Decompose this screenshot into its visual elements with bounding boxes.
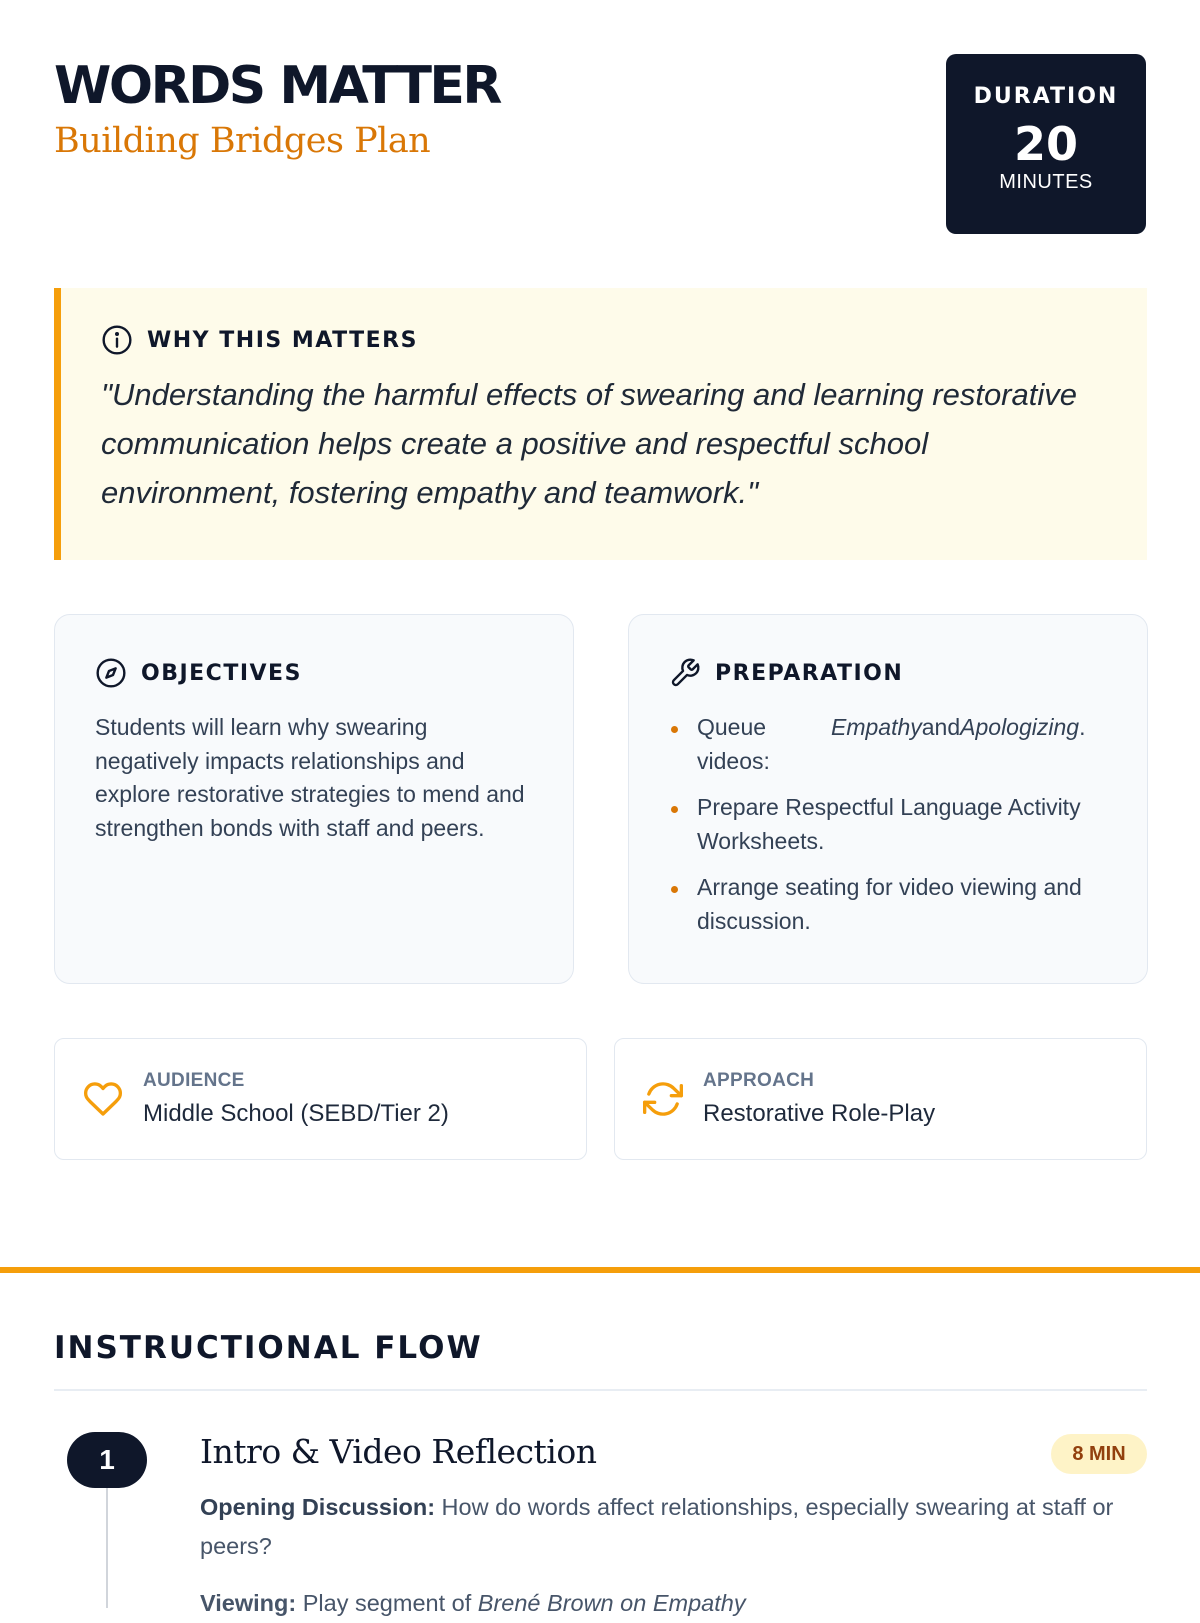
section-divider: [0, 1267, 1200, 1273]
why-label: WHY THIS MATTERS: [147, 327, 418, 353]
approach-label: APPROACH: [703, 1070, 815, 1091]
why-quote: "Understanding the harmful effects of swearing and learning restorative communication helps create a positive and respectful school environment, fostering empathy and teamwork.": [101, 377, 1077, 510]
video-title-empathy: Empathy: [831, 714, 922, 740]
viewing-text: Play segment of: [296, 1590, 478, 1616]
page-subtitle: Building Bridges Plan: [54, 121, 431, 161]
approach-box: [614, 1038, 1147, 1160]
opening-label: Opening Discussion:: [200, 1494, 436, 1520]
objectives-text: Students will learn why swearing negatively impacts relationships and explore restorative strategies to mend and strengthen bonds with staff and peers.: [95, 714, 525, 841]
approach-value: Restorative Role-Play: [703, 1100, 936, 1127]
video-title-apologizing: Apologizing: [960, 714, 1080, 740]
objectives-label: OBJECTIVES: [141, 660, 302, 686]
list-item: Prepare Respectful Language Activity Worksheets.: [669, 791, 1107, 858]
flow-title: INSTRUCTIONAL FLOW: [54, 1330, 483, 1366]
duration-badge: [946, 54, 1146, 234]
queue-prefix: Queue videos:: [697, 714, 770, 774]
preparation-card: [628, 614, 1148, 984]
period: .: [1079, 714, 1086, 740]
objectives-heading: [95, 657, 533, 689]
duration-label: DURATION: [973, 84, 1119, 109]
refresh-icon: [643, 1079, 683, 1119]
duration-unit: MINUTES: [999, 171, 1093, 193]
step-time-badge: 8 MIN: [1051, 1434, 1147, 1474]
viewing-label: Viewing:: [200, 1590, 297, 1616]
audience-label: AUDIENCE: [143, 1070, 245, 1091]
compass-icon: [95, 657, 127, 689]
list-item: [669, 711, 1107, 778]
preparation-label: PREPARATION: [715, 660, 904, 686]
opening-text: How do words affect relationships, especially swearing at staff or peers?: [200, 1494, 1114, 1559]
heart-icon: [83, 1079, 123, 1119]
objectives-card: [54, 614, 574, 984]
flow-title-rule: [54, 1389, 1147, 1391]
audience-box: [54, 1038, 587, 1160]
list-item: Arrange seating for video viewing and discussion.: [669, 871, 1107, 938]
step-title: Intro & Video Reflection: [200, 1432, 597, 1471]
header: [54, 54, 1146, 234]
preparation-heading: [669, 657, 1107, 689]
step-viewing: [200, 1584, 746, 1623]
step-timeline-line: [106, 1488, 108, 1608]
why-this-matters-box: [54, 288, 1147, 560]
audience-value: Middle School (SEBD/Tier 2): [143, 1100, 449, 1127]
wrench-icon: [669, 657, 701, 689]
and-text: and: [921, 714, 961, 740]
step-opening-discussion: [200, 1488, 1147, 1566]
preparation-list: [669, 711, 1107, 938]
info-icon: [101, 324, 133, 356]
step-number-badge: 1: [67, 1432, 147, 1488]
why-heading: [101, 324, 1107, 356]
viewing-video-title: Brené Brown on Empathy: [477, 1590, 746, 1616]
page-title: WORDS MATTER: [54, 56, 500, 116]
duration-value: 20: [1013, 117, 1078, 171]
